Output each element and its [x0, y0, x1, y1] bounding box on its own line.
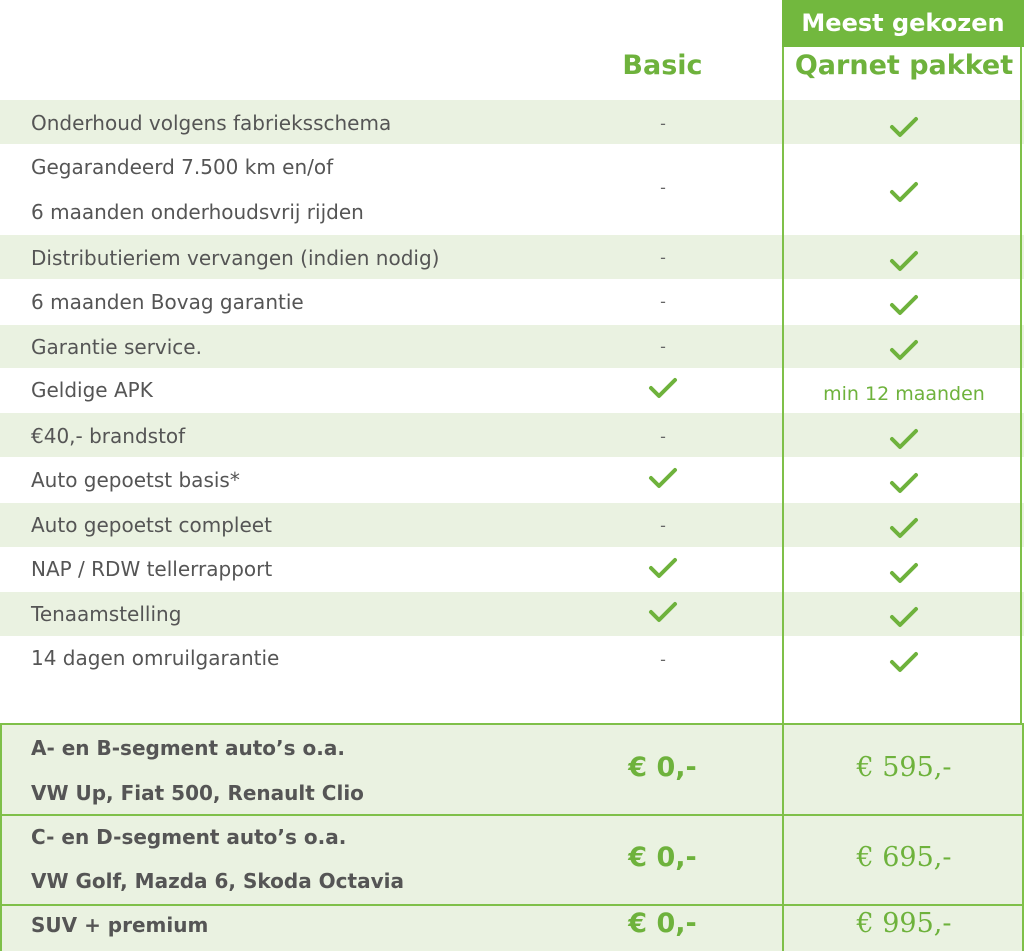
- feature-label: NAP / RDW tellerrapport: [31, 557, 273, 581]
- basic-dash: -: [660, 337, 666, 356]
- qarnet-check-icon: [889, 249, 919, 273]
- qarnet-price: € 995,-: [856, 908, 952, 939]
- price-row-divider: [0, 904, 1024, 906]
- feature-label: Onderhoud volgens fabrieksschema: [31, 111, 392, 135]
- basic-dash: -: [660, 248, 666, 267]
- basic-dash: -: [660, 114, 666, 133]
- basic-dash: -: [660, 650, 666, 669]
- feature-label: Auto gepoetst compleet: [31, 513, 272, 537]
- feature-label: 6 maanden Bovag garantie: [31, 290, 304, 314]
- price-row-divider: [0, 814, 1024, 816]
- feature-label: Distributieriem vervangen (indien nodig): [31, 246, 440, 270]
- segment-examples: VW Up, Fiat 500, Renault Clio: [31, 781, 364, 805]
- basic-check-icon: [648, 466, 678, 490]
- qarnet-price: € 595,-: [856, 752, 952, 783]
- basic-dash: -: [660, 516, 666, 535]
- basic-price: € 0,-: [628, 752, 697, 783]
- qarnet-check-icon: [889, 650, 919, 674]
- feature-label: 14 dagen omruilgarantie: [31, 646, 280, 670]
- basic-dash: -: [660, 178, 666, 197]
- qarnet-check-icon: [889, 338, 919, 362]
- basic-price: € 0,-: [628, 908, 697, 939]
- feature-label: Tenaamstelling: [31, 602, 182, 626]
- basic-column-header: Basic: [622, 50, 703, 81]
- most-chosen-badge: Meest gekozen: [782, 0, 1024, 47]
- segment-label: C- en D-segment auto’s o.a.: [31, 825, 347, 849]
- basic-dash: -: [660, 427, 666, 446]
- feature-label-line2: 6 maanden onderhoudsvrij rijden: [31, 200, 364, 224]
- qarnet-check-icon: [889, 115, 919, 139]
- qarnet-apk-value: min 12 maanden: [823, 383, 985, 405]
- feature-label: €40,- brandstof: [31, 424, 186, 448]
- segment-examples: VW Golf, Mazda 6, Skoda Octavia: [31, 869, 404, 893]
- qarnet-check-icon: [889, 180, 919, 204]
- qarnet-check-icon: [889, 427, 919, 451]
- segment-label: SUV + premium: [31, 913, 209, 937]
- feature-label: Gegarandeerd 7.500 km en/of: [31, 155, 334, 179]
- basic-check-icon: [648, 556, 678, 580]
- feature-label: Garantie service.: [31, 335, 202, 359]
- basic-check-icon: [648, 600, 678, 624]
- segment-label: A- en B-segment auto’s o.a.: [31, 736, 345, 760]
- basic-price: € 0,-: [628, 842, 697, 873]
- qarnet-check-icon: [889, 516, 919, 540]
- qarnet-column-header: Qarnet pakket: [794, 50, 1014, 81]
- qarnet-check-icon: [889, 471, 919, 495]
- qarnet-price: € 695,-: [856, 842, 952, 873]
- basic-dash: -: [660, 292, 666, 311]
- qarnet-check-icon: [889, 561, 919, 585]
- basic-check-icon: [648, 376, 678, 400]
- feature-label: Auto gepoetst basis*: [31, 468, 240, 492]
- qarnet-check-icon: [889, 293, 919, 317]
- qarnet-check-icon: [889, 605, 919, 629]
- feature-label: Geldige APK: [31, 378, 153, 402]
